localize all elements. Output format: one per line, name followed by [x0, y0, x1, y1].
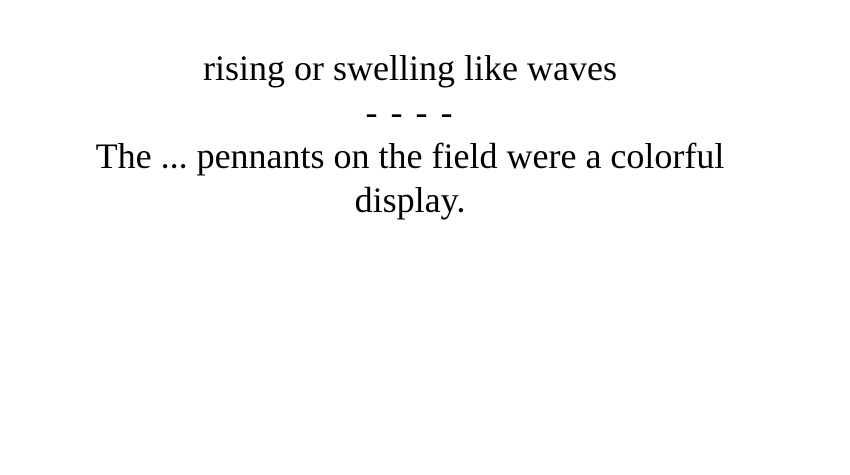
definition-text: rising or swelling like waves — [203, 48, 617, 88]
separator-text: - - - - — [365, 92, 455, 132]
flashcard-content — [0, 46, 820, 222]
example-sentence: The ... pennants on the field were a colorful display. — [95, 136, 725, 220]
